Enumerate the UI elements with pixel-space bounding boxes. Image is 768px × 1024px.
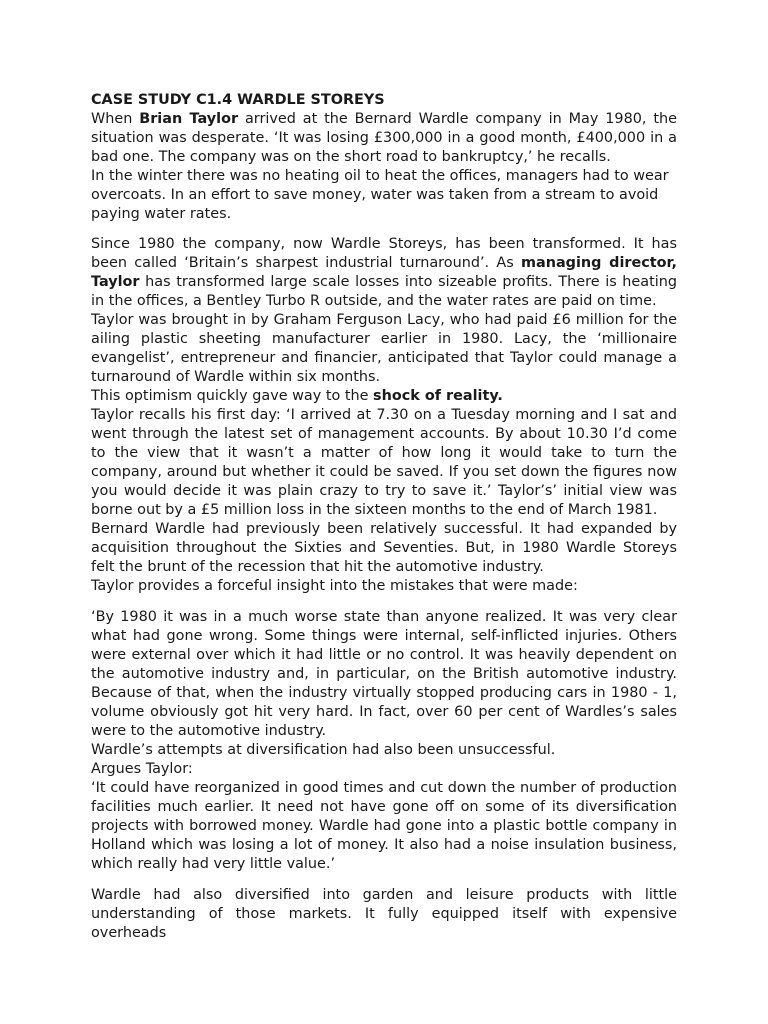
- document-page: [91, 91, 677, 943]
- paragraph-forceful-insight: Taylor provides a forceful insight into the mistakes that were made:: [91, 578, 578, 594]
- paragraph-gap: [91, 596, 677, 608]
- paragraph-optimism: [91, 387, 677, 406]
- brian-taylor-bold: Brian Taylor: [139, 111, 239, 127]
- managing-director-bold: managing director, Taylor: [91, 255, 677, 290]
- case-study-title: CASE STUDY C1.4 WARDLE STOREYS: [91, 92, 385, 108]
- paragraph-arrival-text-a: When: [91, 111, 140, 127]
- paragraph-quote-1980: ‘By 1980 it was in a much worse state than anyone realized. It was very clear what had gone wrong. Some things were internal, self-inflicted injuries. Others were external over which it had little or no control. It was heavily dependent on the automotive industry and, in particular, on the British automotive industry. Because of that, when the industry virtually stopped producing cars in 1980 - 1, volume obviously got hit very hard. In fact, over 60 per cent of Wardles’s sales were to the automotive industry.: [91, 609, 677, 739]
- paragraph-first-day: Taylor recalls his first day: ‘I arrived at 7.30 on a Tuesday morning and I sat and went through the latest set of management accounts. By about 10.30 I’d come to the view that it wasn’t a matter of how long it would take to turn the company, around but whether it could be saved. If you set down the figures now you would decide it was plain crazy to try to save it.’ Taylor’s’ initial view was borne out by a £5 million loss in the sixteen months to the end of March 1981.: [91, 407, 677, 518]
- paragraph-lacy: Taylor was brought in by Graham Ferguson Lacy, who had paid £6 million for the ailing plastic sheeting manufacturer earlier in 1980. Lacy, the ‘millionaire evangelist’, entrepreneur and financier, anticipated that Taylor could manage a turnaround of Wardle within six months.: [91, 312, 677, 385]
- paragraph-gap: [91, 874, 677, 886]
- paragraph-gap: [91, 224, 677, 235]
- paragraph-garden-leisure: Wardle had also diversified into garden and leisure products with little understanding of those markets. It fully equipped itself with expensive overheads: [91, 887, 677, 941]
- paragraph-winter: In the winter there was no heating oil to heat the offices, managers had to wear overcoats. In an effort to save money, water was taken from a stream to avoid paying water rates.: [91, 168, 669, 222]
- paragraph-arrival: [91, 110, 677, 167]
- paragraph-argues-taylor: Argues Taylor:: [91, 761, 193, 777]
- paragraph-quote-reorganized: ‘It could have reorganized in good times and cut down the number of production facilities much earlier. It need not have gone off on some of its diversification projects with borrowed money. Wardle had gone into a plastic bottle company in Holland which was losing a lot of money. It also had a noise insulation business, which really had very little value.’: [91, 780, 677, 872]
- paragraph-optimism-text-a: This optimism quickly gave way to the: [91, 388, 374, 404]
- paragraph-transformed: [91, 235, 677, 311]
- shock-of-reality-bold: shock of reality.: [373, 388, 503, 404]
- paragraph-bernard-wardle: Bernard Wardle had previously been relatively successful. It had expanded by acquisition throughout the Sixties and Seventies. But, in 1980 Wardle Storeys felt the brunt of the recession that hit the automotive industry.: [91, 521, 677, 575]
- paragraph-diversification: Wardle’s attempts at diversification had also been unsuccessful.: [91, 742, 556, 758]
- paragraph-transformed-text-c: has transformed large scale losses into sizeable profits. There is heating in the offices, a Bentley Turbo R outside, and the water rates are paid on time.: [91, 274, 677, 309]
- paragraph-arrival-text-c: arrived at the Bernard Wardle company in May 1980, the situation was desperate. ‘It was losing £300,000 in a good month, £400,000 in a bad one. The company was on the short road to bankruptcy,’ he recalls.: [91, 111, 677, 165]
- paragraph-transformed-text-a: Since 1980 the company, now Wardle Storeys, has been transformed. It has been called ‘Britain’s sharpest industrial turnaround’. As: [91, 236, 677, 271]
